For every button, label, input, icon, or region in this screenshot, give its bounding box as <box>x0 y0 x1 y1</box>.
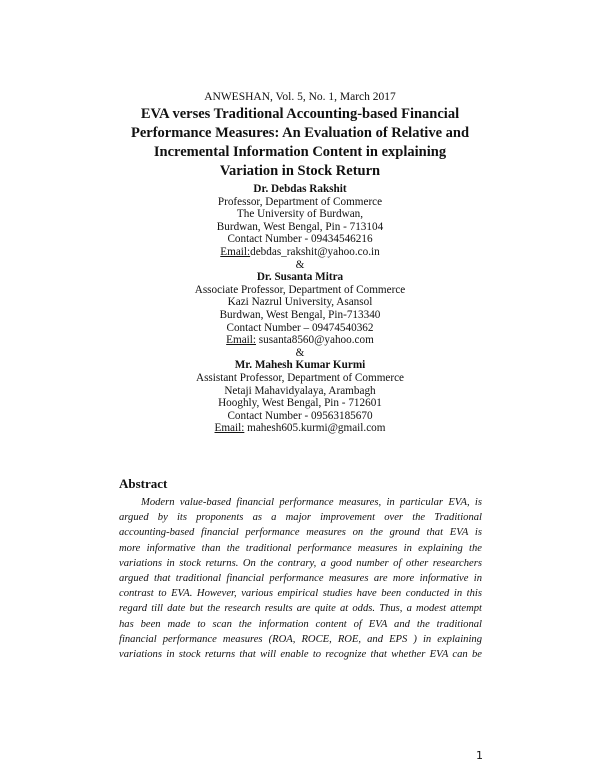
page-number: 1 <box>476 749 483 762</box>
author-institution: Netaji Mahavidyalaya, Arambagh <box>224 384 376 397</box>
author-contact: Contact Number - 09563185670 <box>227 409 373 422</box>
abstract-body <box>119 495 482 662</box>
abstract-line: financial performance measures (ROA, ROCE, ROE, and EPS ) in explaining <box>119 633 482 645</box>
abstract-line: argued by its proponents as a major improvement over the Traditional <box>119 512 482 524</box>
author-name: Dr. Susanta Mitra <box>256 271 344 284</box>
author-email-line <box>0 246 600 259</box>
author-block <box>0 183 600 435</box>
abstract-line: regard till date but the research results are quite at odds. Thus, a modest attempt <box>119 603 482 615</box>
abstract-line: variations in stock returns. On the contrary, a good number of other researchers <box>119 557 482 569</box>
author-email[interactable]: debdas_rakshit@yahoo.co.in <box>250 245 380 258</box>
abstract-line: argued that traditional financial performance measures are more informative in <box>119 573 482 585</box>
author-separator: & <box>295 346 305 359</box>
author-contact: Contact Number – 09474540362 <box>226 321 374 334</box>
author-designation: Professor, Department of Commerce <box>217 195 383 208</box>
abstract-line: Modern value-based financial performance measures, in particular EVA, is <box>141 497 482 508</box>
email-label: Email: <box>214 422 245 435</box>
author-designation: Associate Professor, Department of Commerce <box>194 283 406 296</box>
author-email-line <box>0 422 600 435</box>
title-line: EVA verses Traditional Accounting-based Financial <box>140 106 460 122</box>
title-line: Performance Measures: An Evaluation of Relative and <box>130 125 470 141</box>
author-separator: & <box>295 258 305 271</box>
abstract-line: accounting-based financial performance measures on the ground that EVA is <box>119 527 482 539</box>
author-institution: Kazi Nazrul University, Asansol <box>227 296 373 309</box>
author-name: Mr. Mahesh Kumar Kurmi <box>234 359 366 372</box>
journal-header: ANWESHAN, Vol. 5, No. 1, March 2017 <box>204 91 396 103</box>
author-address: Hooghly, West Bengal, Pin - 712601 <box>218 397 382 410</box>
abstract-line: variations in stock returns that will enable to recognize that whether EVA can be <box>119 649 482 661</box>
author-designation: Assistant Professor, Department of Commerce <box>195 371 405 384</box>
author-institution: The University of Burdwan, <box>236 208 364 221</box>
abstract-heading: Abstract <box>119 476 168 491</box>
paper-title <box>0 105 600 181</box>
author-email-line <box>0 334 600 347</box>
abstract-line: more informative than the traditional performance measures in explaining the <box>119 542 482 554</box>
abstract-line: contrast to EVA. However, various empirical studies have been conducted in this <box>119 588 482 600</box>
author-contact: Contact Number - 09434546216 <box>227 233 373 246</box>
author-name: Dr. Debdas Rakshit <box>253 183 347 195</box>
email-label: Email: <box>220 245 251 258</box>
title-line: Variation in Stock Return <box>219 163 381 179</box>
email-label: Email: <box>226 334 256 347</box>
author-email[interactable]: susanta8560@yahoo.com <box>256 334 374 347</box>
title-line: Incremental Information Content in explaining <box>153 144 447 160</box>
author-email[interactable]: mahesh605.kurmi@gmail.com <box>244 422 386 435</box>
author-address: Burdwan, West Bengal, Pin - 713104 <box>216 220 384 233</box>
abstract-line: has been made to scan the information content of EVA and the traditional <box>119 618 482 630</box>
author-address: Burdwan, West Bengal, Pin-713340 <box>219 308 381 321</box>
